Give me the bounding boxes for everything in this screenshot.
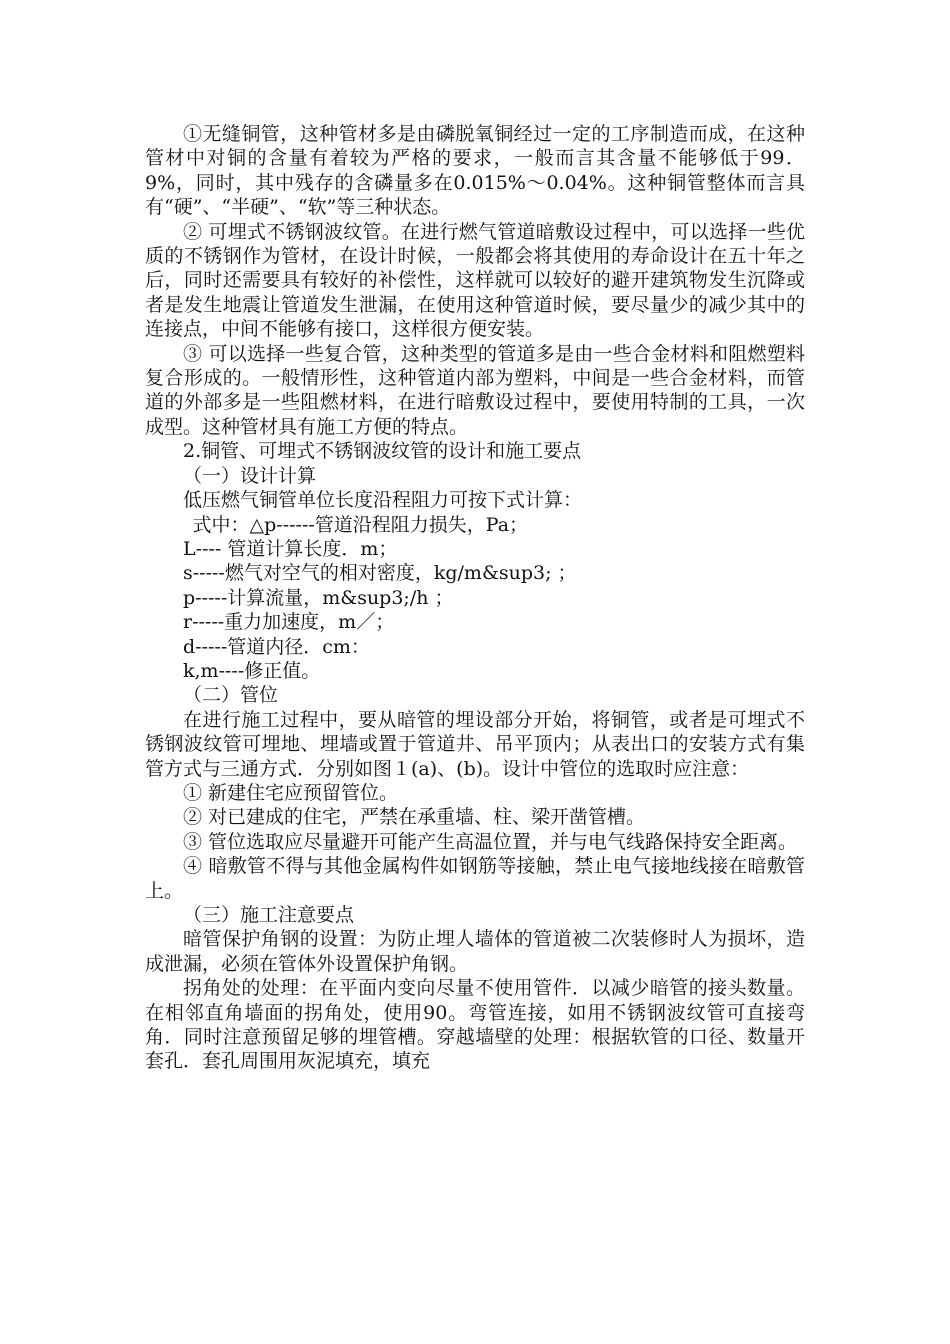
subheading-design-calculation: （一）设计计算	[183, 464, 317, 487]
formula-variable-dp: 式中：△p------管道沿程阻力损失，Pa；	[192, 513, 529, 536]
formula-variable-d: d-----管道内径．cm：	[183, 635, 370, 658]
formula-variable-p: p-----计算流量，m&sup3;/h ；	[183, 586, 454, 609]
list-item-note-2: ② 对已建成的住宅，严禁在承重墙、柱、梁开凿管槽。	[183, 806, 646, 829]
paragraph-pipe-position: 在进行施工过程中，要从暗管的埋设部分开始，将铜管，或者是可埋式不锈钢波纹管可埋地、埋墙或置于管道井、吊平顶内；从表出口的安装方式有集管方式与三通方式．分别如图１(a)、(b)。设计中管位的选取时应注意：	[145, 708, 805, 780]
subheading-construction-notes: （三）施工注意要点	[183, 904, 355, 926]
paragraph-protective-angle-steel: 暗管保护角钢的设置：为防止埋人墙体的管道被二次装修时人为损坏，造成泄漏，必须在管体外设置保护角钢。	[145, 928, 805, 975]
section-heading-design-construction: 2.铜管、可埋式不锈钢波纹管的设计和施工要点	[183, 440, 582, 463]
list-item-note-4: ④ 暗敷管不得与其他金属构件如钢筋等接触，禁止电气接地线接在暗敷管上。	[145, 855, 805, 902]
paragraph-formula-intro: 低压燃气铜管单位长度沿程阻力可按下式计算：	[183, 489, 583, 512]
paragraph-composite-pipe: ③ 可以选择一些复合管，这种类型的管道多是由一些合金材料和阻燃塑料复合形成的。一般情形性，这种管道内部为塑料，中间是一些合金材料，而管道的外部多是一些阻燃材料，在进行暗敷设过程中，要使用特制的工具，一次成型。这种管材具有施工方便的特点。	[145, 342, 805, 438]
formula-variable-s: s-----燃气对空气的相对密度，kg/m&sup3; ；	[183, 562, 577, 585]
paragraph-seamless-copper-pipe: ①无缝铜管，这种管材多是由磷脱氧铜经过一定的工序制造而成，在这种管材中对铜的含量有着较为严格的要求，一般而言其含量不能够低于99．9%，同时，其中残存的含磷量多在0.015%～0.04%。这种铜管整体而言具有“硬”、“半硬”、“软”等三种状态。	[145, 123, 805, 219]
paragraph-stainless-corrugated-pipe: ② 可埋式不锈钢波纹管。在进行燃气管道暗敷设过程中，可以选择一些优质的不锈钢作为管材，在设计时候，一般都会将其使用的寿命设计在五十年之后，同时还需要具有较好的补偿性，这样就可以较好的避开建筑物发生沉降或者是发生地震让管道发生泄漏，在使用这种管道时候，要尽量少的减少其中的连接点，中间不能够有接口，这样很方便安装。	[145, 220, 805, 341]
formula-variable-l: L---- 管道计算长度．m；	[183, 537, 398, 560]
list-item-note-1: ① 新建住宅应预留管位。	[183, 781, 399, 804]
paragraph-corner-handling: 拐角处的处理：在平面内变向尽量不使用管件．以减少暗管的接头数量。在相邻直角墙面的拐角处，使用90。弯管连接，如用不锈钢波纹管可直接弯角．同时注意预留足够的埋管槽。穿越墙壁的处理：根据软管的口径、数量开套孔．套孔周围用灰泥填充，填充	[145, 977, 805, 1073]
formula-variable-r: r-----重力加速度，m／；	[183, 611, 395, 634]
document-body	[145, 122, 805, 1074]
subheading-pipe-position: （二）管位	[183, 684, 279, 707]
list-item-note-3: ③ 管位选取应尽量避开可能产生高温位置，并与电气线路保持安全距离。	[183, 830, 798, 853]
formula-variable-km: k,m----修正值。	[183, 659, 321, 682]
